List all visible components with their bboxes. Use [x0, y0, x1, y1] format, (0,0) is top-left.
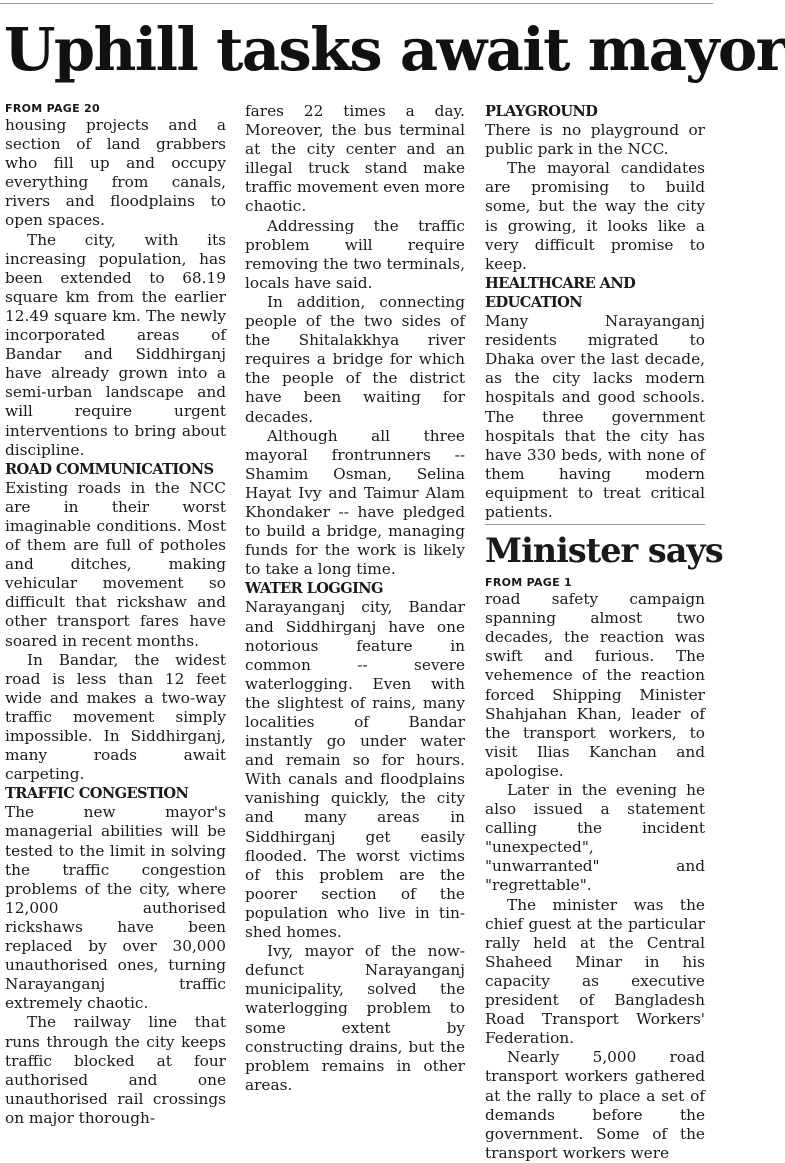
paragraph: In addition, connecting people of the two sides of the Shitalakkhya river requires a bridge for which the people of the district have been waiting for decades. [245, 292, 465, 426]
top-rule [0, 3, 713, 4]
subheading-healthcare-education: HEALTHCARE AND EDUCATION [485, 274, 636, 311]
paragraph: road safety campaign spanning almost two decades, the reaction was swift and furious. The vehemence of the reaction forced Shipping Minister Shahjahan Khan, leader of the transport workers, to visit Ilias Kanchan and apologise. [485, 590, 705, 780]
paragraph: fares 22 times a day. Moreover, the bus terminal at the city center and an illegal truck stand make traffic movement even more chaotic. [245, 102, 465, 216]
paragraph: Although all three mayoral frontrunners -- Shamim Osman, Selina Hayat Ivy and Taimur Alam Khondaker -- have pledged to build a bridge, managing funds for the work is likely to take a long time. [245, 426, 465, 579]
paragraph: There is no playground or public park in the NCC. [485, 121, 705, 159]
subheading-road-communications: ROAD COMMUNICATIONS [5, 460, 214, 478]
paragraph: Existing roads in the NCC are in their worst imaginable conditions. Most of them are full of potholes and ditches, making vehicular movement so difficult that rickshaw and other transport fares have soared in recent months. [5, 478, 226, 650]
jump-kicker: FROM PAGE 20 [5, 102, 100, 115]
subheading-playground: PLAYGROUND [485, 103, 598, 120]
main-headline: Uphill tasks await mayor [4, 15, 785, 84]
paragraph: The minister was the chief guest at the particular rally held at the Central Shaheed Minar in his capacity as executive president of Bangladesh Road Transport Workers' Federation. [485, 895, 705, 1048]
jump-kicker-2: FROM PAGE 1 [485, 576, 573, 590]
paragraph: Later in the evening he also issued a statement calling the incident "unexpected", "unwarranted" and "regrettable". [485, 781, 705, 895]
paragraph: Ivy, mayor of the now-defunct Narayanganj municipality, solved the waterlogging problem to some extent by constructing drains, but the problem remains in other areas. [245, 942, 465, 1094]
subheading-traffic-congestion: TRAFFIC CONGESTION [5, 785, 189, 803]
paragraph: Addressing the traffic problem will require removing the two terminals, locals have said. [245, 216, 465, 292]
second-headline: Minister says [485, 524, 705, 572]
column-1 [5, 102, 226, 1127]
paragraph: Many Narayanganj residents migrated to Dhaka over the last decade, as the city lacks modern hospitals and good schools. The three government hospitals that the city has have 330 beds, with none of them having modern equipment to treat critical patients. [485, 312, 705, 521]
paragraph: Nearly 5,000 road transport workers gathered at the rally to place a set of demands before the government. Some of the transport workers were [485, 1048, 705, 1162]
subheading-water-logging: WATER LOGGING [245, 580, 383, 598]
column-2 [245, 102, 465, 1094]
paragraph: The new mayor's managerial abilities will be tested to the limit in solving the traffic congestion problems of the city, where 12,000 authorised rickshaws have been replaced by over 30,000 unauthorised ones, turning Narayanganj traffic extremely chaotic. [5, 803, 226, 1013]
paragraph: The mayoral candidates are promising to build some, but the way the city is growing, it looks like a very difficult promise to keep. [485, 159, 705, 273]
column-3 [485, 102, 723, 1162]
paragraph: The city, with its increasing population, has been extended to 68.19 square km from the earlier 12.49 square km. The newly incorporated areas of Bandar and Siddhirganj have already grown into a semi-urban landscape and will require urgent interventions to bring about discipline. [5, 230, 226, 459]
paragraph: In Bandar, the widest road is less than 12 feet wide and makes a two-way traffic movement simply impossible. In Siddhirganj, many roads await carpeting. [5, 650, 226, 784]
paragraph: housing projects and a section of land grabbers who fill up and occupy everything from canals, rivers and floodplains to open spaces. [5, 116, 226, 230]
paragraph: The railway line that runs through the city keeps traffic blocked at four authorised and one unauthorised rail crossings on major thorough- [5, 1013, 226, 1127]
paragraph: Narayanganj city, Bandar and Siddhirganj have one notorious feature in common -- severe waterlogging. Even with the slightest of rains, many localities of Bandar instantly go under water and remain so for hours. With canals and floodplains vanishing quickly, the city and many areas in Siddhirganj get easily flooded. The worst victims of this problem are the poorer section of the population who live in tin-shed homes. [245, 598, 465, 942]
